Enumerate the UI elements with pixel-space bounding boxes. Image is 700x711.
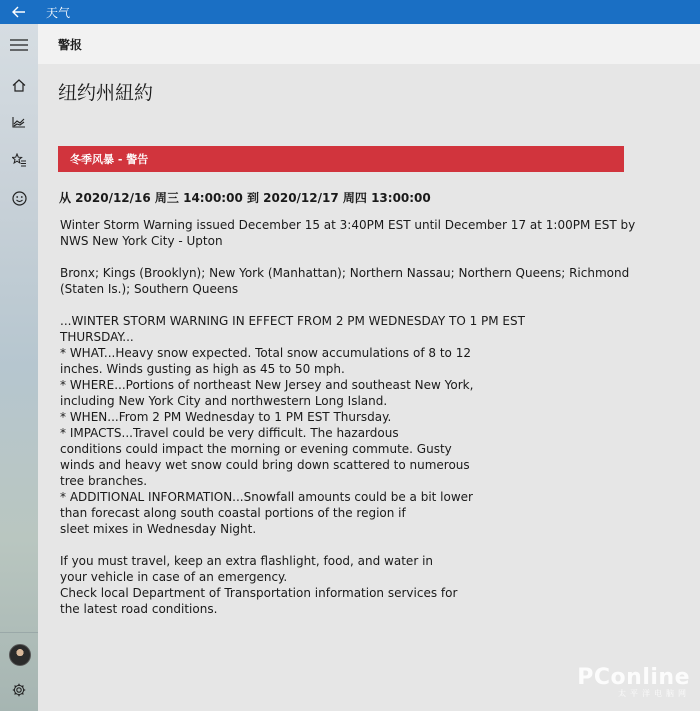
- nav-favorites-button[interactable]: [0, 145, 38, 175]
- sidebar: [0, 24, 38, 711]
- app-title: 天气: [46, 5, 71, 20]
- watermark-brand: PConline: [577, 665, 690, 690]
- chart-icon: [12, 116, 26, 128]
- alert-content: [38, 64, 700, 711]
- watermark-sub: 太平洋电脑网: [618, 689, 690, 698]
- alert-time-range: 从 2020/12/16 周三 14:00:00 到 2020/12/17 周四 13:00:00: [59, 191, 431, 205]
- back-button[interactable]: [0, 0, 38, 24]
- title-bar: [0, 0, 700, 24]
- nav-forecast-button[interactable]: [0, 70, 38, 100]
- avatar[interactable]: [9, 644, 31, 666]
- watermark: [577, 665, 690, 699]
- alert-title: 冬季风暴 - 警告: [70, 153, 149, 166]
- page-title: 警报: [58, 37, 83, 52]
- location-title: 纽约州紐約: [58, 82, 154, 104]
- gear-icon: [12, 683, 26, 697]
- favorites-icon: [12, 153, 27, 167]
- nav-maps-button[interactable]: [0, 107, 38, 137]
- smiley-icon: [12, 191, 27, 206]
- sidebar-divider: [0, 632, 38, 633]
- home-icon: [12, 79, 26, 92]
- page-header: [38, 24, 700, 64]
- back-arrow-icon: [12, 6, 26, 18]
- hamburger-icon: [10, 39, 28, 51]
- alert-description: Winter Storm Warning issued December 15 at 3:40PM EST until December 17 at 1:00PM EST by NWS New York City - Upton Bronx; Kings (Brooklyn); New York (Manhattan); Northern Nassau; Northern Queens; Richmond (Staten Is.); Southern Queens ...WINTER STORM WARNING IN EFFECT FROM 2 PM WEDNESDAY TO 1 PM EST THURSDAY... * WHAT...Heavy snow expected. Total snow accumulations of 8 to 12 inches. Winds gusting as high as 45 to 50 mph. * WHERE...Portions of northeast New Jersey and southeast New York, including New York City and northwestern Long Island. * WHEN...From 2 PM Wednesday to 1 PM EST Thursday. * IMPACTS...Travel could be very difficult. The hazardous conditions could impact the morning or evening commute. Gusty winds and heavy wet snow could bring down scattered to numerous tree branches. * ADDITIONAL INFORMATION...Snowfall amounts could be a bit lower than forecast along south coastal portions of the region if sleet mixes in Wednesday Night. If you must travel, keep an extra flashlight, food, and water in your vehicle in case of an emergency. Check local Department of Transportation information services for the latest road conditions.: [60, 218, 636, 616]
- alert-title-bar: [58, 146, 624, 172]
- hamburger-menu-button[interactable]: [0, 30, 38, 60]
- settings-button[interactable]: [0, 675, 38, 705]
- nav-feedback-button[interactable]: [0, 183, 38, 213]
